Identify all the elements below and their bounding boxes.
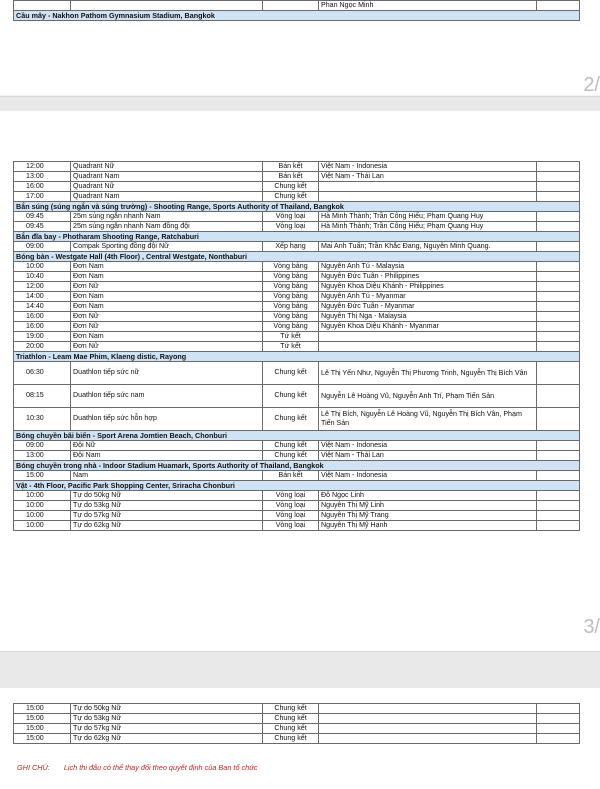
athletes-cell: Nguyễn Lê Hoàng Vũ, Nguyễn Anh Trí, Phạm Tiến Sản (319, 385, 537, 408)
event-cell: 25m súng ngắn nhanh Nam đồng đội (71, 222, 263, 232)
table-row (14, 521, 580, 531)
round-cell: Chung kết (263, 408, 319, 431)
extra-cell (537, 192, 580, 202)
round-cell: Tứ kết (263, 342, 319, 352)
extra-cell (537, 521, 580, 531)
athletes-cell (319, 734, 537, 744)
round-cell: Vòng loại (263, 491, 319, 501)
time-cell: 08:15 (14, 385, 71, 408)
event-cell: Duathlon tiếp sức nữ (71, 362, 263, 385)
athletes-cell: Nguyễn Thị Mỹ Trang (319, 511, 537, 521)
athletes-cell: Hà Minh Thành; Trần Công Hiếu; Phạm Quang Huy (319, 212, 537, 222)
extra-cell (537, 734, 580, 744)
event-cell: 25m súng ngắn nhanh Nam (71, 212, 263, 222)
schedule-table-page-3 (13, 703, 580, 744)
extra-cell (537, 714, 580, 724)
schedule-table-page-1 (13, 0, 580, 21)
section-title: Bắn đĩa bay - Photharam Shooting Range, Ratchaburi (14, 232, 580, 242)
section-header (14, 431, 580, 441)
round-cell: Xếp hạng (263, 242, 319, 252)
time-cell: 10:00 (14, 501, 71, 511)
extra-cell (537, 408, 580, 431)
extra-cell (537, 172, 580, 182)
section-header (14, 202, 580, 212)
extra-cell (537, 262, 580, 272)
page-2 (0, 111, 600, 651)
event-cell: Quadrant Nam (71, 172, 263, 182)
section-title: Bóng bàn - Westgate Hall (4th Floor) , Central Westgate, Nonthaburi (14, 252, 580, 262)
time-cell: 09:00 (14, 242, 71, 252)
time-cell: 14:00 (14, 292, 71, 302)
page-gap (0, 96, 600, 112)
note-text: Lịch thi đấu có thể thay đổi theo quyết định của Ban tổ chức (63, 763, 258, 772)
event-cell: Tự do 57kg Nữ (71, 724, 263, 734)
round-cell: Vòng bảng (263, 272, 319, 282)
athletes-cell: Nguyễn Thị Nga - Malaysia (319, 312, 537, 322)
round-cell: Vòng bảng (263, 322, 319, 332)
extra-cell (537, 242, 580, 252)
event-cell: Đơn Nam (71, 292, 263, 302)
time-cell: 13:00 (14, 172, 71, 182)
time-cell: 17:00 (14, 192, 71, 202)
round-cell: Chung kết (263, 704, 319, 714)
event-cell: Tự do 57kg Nữ (71, 511, 263, 521)
event-cell: Đội Nữ (71, 441, 263, 451)
note-label: GHI CHÚ: (17, 763, 50, 772)
table-row (14, 471, 580, 481)
athletes-cell: Nguyễn Thị Mỹ Linh (319, 501, 537, 511)
table-row (14, 262, 580, 272)
section-header (14, 352, 580, 362)
athletes-cell: Đỗ Ngọc Linh (319, 491, 537, 501)
extra-cell (537, 222, 580, 232)
time-cell: 10:00 (14, 521, 71, 531)
round-cell: Vòng bảng (263, 312, 319, 322)
time-cell: 16:00 (14, 182, 71, 192)
athletes-cell (319, 182, 537, 192)
section-title: Bắn súng (súng ngắn và súng trường) - Shooting Range, Sports Authority of Thailand, Bangkok (14, 202, 580, 212)
time-cell: 10:00 (14, 511, 71, 521)
schedule-note (17, 763, 258, 772)
page-number: 3/ (583, 616, 600, 638)
table-row (14, 182, 580, 192)
athletes-cell (319, 714, 537, 724)
round-cell: Vòng loại (263, 501, 319, 511)
extra-cell (537, 292, 580, 302)
athletes-cell: Nguyễn Khoa Diệu Khánh - Philippines (319, 282, 537, 292)
extra-cell (537, 162, 580, 172)
extra-cell (537, 182, 580, 192)
table-row (14, 451, 580, 461)
extra-cell (537, 441, 580, 451)
schedule-table-page-2 (13, 161, 580, 531)
event-cell: Đơn Nam (71, 272, 263, 282)
time-cell: 16:00 (14, 322, 71, 332)
time-cell: 06:30 (14, 362, 71, 385)
athletes-cell: Nguyễn Anh Tú - Myanmar (319, 292, 537, 302)
event-cell: Quadrant Nam (71, 192, 263, 202)
round-cell: Bán kết (263, 162, 319, 172)
event-cell: Đơn Nam (71, 332, 263, 342)
event-cell: Tự do 53kg Nữ (71, 714, 263, 724)
extra-cell (537, 451, 580, 461)
round-cell: Vòng bảng (263, 282, 319, 292)
event-cell: Tự do 53kg Nữ (71, 501, 263, 511)
round-cell: Chung kết (263, 714, 319, 724)
round-cell: Vòng loại (263, 521, 319, 531)
event-cell: Duathlon tiếp sức hỗn hợp (71, 408, 263, 431)
round-cell: Chung kết (263, 362, 319, 385)
time-cell: 15:00 (14, 734, 71, 744)
table-row (14, 1, 580, 11)
section-title: Vật - 4th Floor, Pacific Park Shopping Center, Sriracha Chonburi (14, 481, 580, 491)
page-gap (0, 651, 600, 689)
time-cell: 10:00 (14, 262, 71, 272)
extra-cell (537, 471, 580, 481)
table-row (14, 332, 580, 342)
table-row (14, 408, 580, 431)
time-cell: 12:00 (14, 162, 71, 172)
table-row (14, 714, 580, 724)
extra-cell (537, 511, 580, 521)
table-row (14, 282, 580, 292)
event-cell: Tự do 62kg Nữ (71, 734, 263, 744)
time-cell: 10:40 (14, 272, 71, 282)
time-cell: 19:00 (14, 332, 71, 342)
time-cell: 10:00 (14, 491, 71, 501)
page-1-fragment (0, 0, 600, 95)
section-title: Bóng chuyền trong nhà - Indoor Stadium Huamark, Sports Authority of Thailand, Bangkok (14, 461, 580, 471)
round-cell: Bán kết (263, 471, 319, 481)
extra-cell (537, 272, 580, 282)
athletes-cell (319, 704, 537, 714)
section-title: Triathlon - Leam Mae Phim, Klaeng distic, Rayong (14, 352, 580, 362)
athletes-cell: Việt Nam - Indonesia (319, 471, 537, 481)
round-cell: Vòng loại (263, 222, 319, 232)
table-row (14, 192, 580, 202)
athletes-cell: Nguyễn Khoa Diệu Khánh - Myanmar (319, 322, 537, 332)
round-cell: Chung kết (263, 451, 319, 461)
event-cell: Đội Nam (71, 451, 263, 461)
event-cell: Quadrant Nữ (71, 162, 263, 172)
table-row (14, 724, 580, 734)
time-cell: 16:00 (14, 312, 71, 322)
table-row (14, 172, 580, 182)
table-row (14, 242, 580, 252)
event-cell: Đơn Nữ (71, 282, 263, 292)
extra-cell (537, 362, 580, 385)
athletes-cell: Việt Nam - Indonesia (319, 441, 537, 451)
extra-cell (537, 322, 580, 332)
table-row (14, 501, 580, 511)
extra-cell (537, 724, 580, 734)
athletes-cell (319, 724, 537, 734)
event-cell: Nam (71, 471, 263, 481)
table-row (14, 312, 580, 322)
event-cell: Đơn Nữ (71, 322, 263, 332)
round-cell: Chung kết (263, 441, 319, 451)
time-cell: 14:40 (14, 302, 71, 312)
round-cell: Chung kết (263, 182, 319, 192)
section-header (14, 11, 580, 21)
athletes-cell: Nguyễn Đức Tuân - Myanmar (319, 302, 537, 312)
table-row (14, 342, 580, 352)
page-3 (0, 688, 600, 789)
time-cell: 09:45 (14, 212, 71, 222)
extra-cell (537, 385, 580, 408)
table-row (14, 322, 580, 332)
athletes-cell: Lê Thị Bích, Nguyễn Lê Hoàng Vũ, Nguyễn Thị Bích Vân, Phạm Tiến Sản (319, 408, 537, 431)
round-cell: Chung kết (263, 385, 319, 408)
table-row (14, 704, 580, 714)
event-cell: Quadrant Nữ (71, 182, 263, 192)
table-row (14, 491, 580, 501)
athletes-cell: Nguyễn Đức Tuân - Philippines (319, 272, 537, 282)
extra-cell (537, 342, 580, 352)
time-cell: 15:00 (14, 704, 71, 714)
table-row (14, 385, 580, 408)
event-cell: Tự do 50kg Nữ (71, 491, 263, 501)
athletes-cell (319, 332, 537, 342)
athletes-cell: Việt Nam - Indonesia (319, 162, 537, 172)
athletes-cell: Mai Anh Tuấn; Trần Khắc Đang, Nguyễn Minh Quang. (319, 242, 537, 252)
event-cell: Đơn Nữ (71, 342, 263, 352)
time-cell: 15:00 (14, 471, 71, 481)
round-cell: Chung kết (263, 734, 319, 744)
extra-cell (537, 212, 580, 222)
table-row (14, 441, 580, 451)
table-row (14, 511, 580, 521)
table-row (14, 212, 580, 222)
round-cell: Vòng bảng (263, 302, 319, 312)
athletes-cell (319, 192, 537, 202)
section-header (14, 481, 580, 491)
athletes-cell: Việt Nam - Thái Lan (319, 451, 537, 461)
athletes-cell: Việt Nam - Thái Lan (319, 172, 537, 182)
time-cell: 10:30 (14, 408, 71, 431)
section-title: Bóng chuyền bãi biển - Sport Arena Jomtien Beach, Chonburi (14, 431, 580, 441)
table-row (14, 292, 580, 302)
extra-cell (537, 302, 580, 312)
extra-cell (537, 332, 580, 342)
time-cell: 12:00 (14, 282, 71, 292)
extra-cell (537, 282, 580, 292)
round-cell: Vòng bảng (263, 262, 319, 272)
athletes-cell (319, 342, 537, 352)
athletes-cell: Lê Thị Yến Như, Nguyễn Thị Phương Trinh, Nguyễn Thị Bích Vân (319, 362, 537, 385)
event-cell: Đơn Nam (71, 302, 263, 312)
section-title: Cầu mây - Nakhon Pathom Gymnasium Stadium, Bangkok (14, 11, 580, 21)
round-cell: Vòng loại (263, 212, 319, 222)
table-row (14, 162, 580, 172)
time-cell: 13:00 (14, 451, 71, 461)
event-cell: Compak Sporting đồng đội Nữ (71, 242, 263, 252)
time-cell: 20:00 (14, 342, 71, 352)
table-row (14, 734, 580, 744)
athletes-cell: Nguyễn Thị Mỹ Hạnh (319, 521, 537, 531)
extra-cell (537, 501, 580, 511)
section-header (14, 461, 580, 471)
athletes-cell: Phan Ngọc Minh (319, 1, 537, 11)
time-cell: 09:45 (14, 222, 71, 232)
athletes-cell: Hà Minh Thành; Trần Công Hiếu; Phạm Quang Huy (319, 222, 537, 232)
extra-cell (537, 704, 580, 714)
round-cell: Vòng bảng (263, 292, 319, 302)
time-cell: 09:00 (14, 441, 71, 451)
section-header (14, 232, 580, 242)
round-cell: Bán kết (263, 172, 319, 182)
extra-cell (537, 491, 580, 501)
section-header (14, 252, 580, 262)
event-cell: Tự do 50kg Nữ (71, 704, 263, 714)
event-cell: Đơn Nam (71, 262, 263, 272)
page-number: 2/ (583, 74, 600, 96)
round-cell: Tứ kết (263, 332, 319, 342)
round-cell: Chung kết (263, 724, 319, 734)
time-cell: 15:00 (14, 724, 71, 734)
event-cell: Tự do 62kg Nữ (71, 521, 263, 531)
round-cell: Vòng loại (263, 511, 319, 521)
table-row (14, 302, 580, 312)
event-cell: Đơn Nữ (71, 312, 263, 322)
round-cell: Chung kết (263, 192, 319, 202)
extra-cell (537, 312, 580, 322)
table-row (14, 222, 580, 232)
table-row (14, 272, 580, 282)
athletes-cell: Nguyễn Anh Tú - Malaysia (319, 262, 537, 272)
table-row (14, 362, 580, 385)
event-cell: Duathlon tiếp sức nam (71, 385, 263, 408)
time-cell: 15:00 (14, 714, 71, 724)
